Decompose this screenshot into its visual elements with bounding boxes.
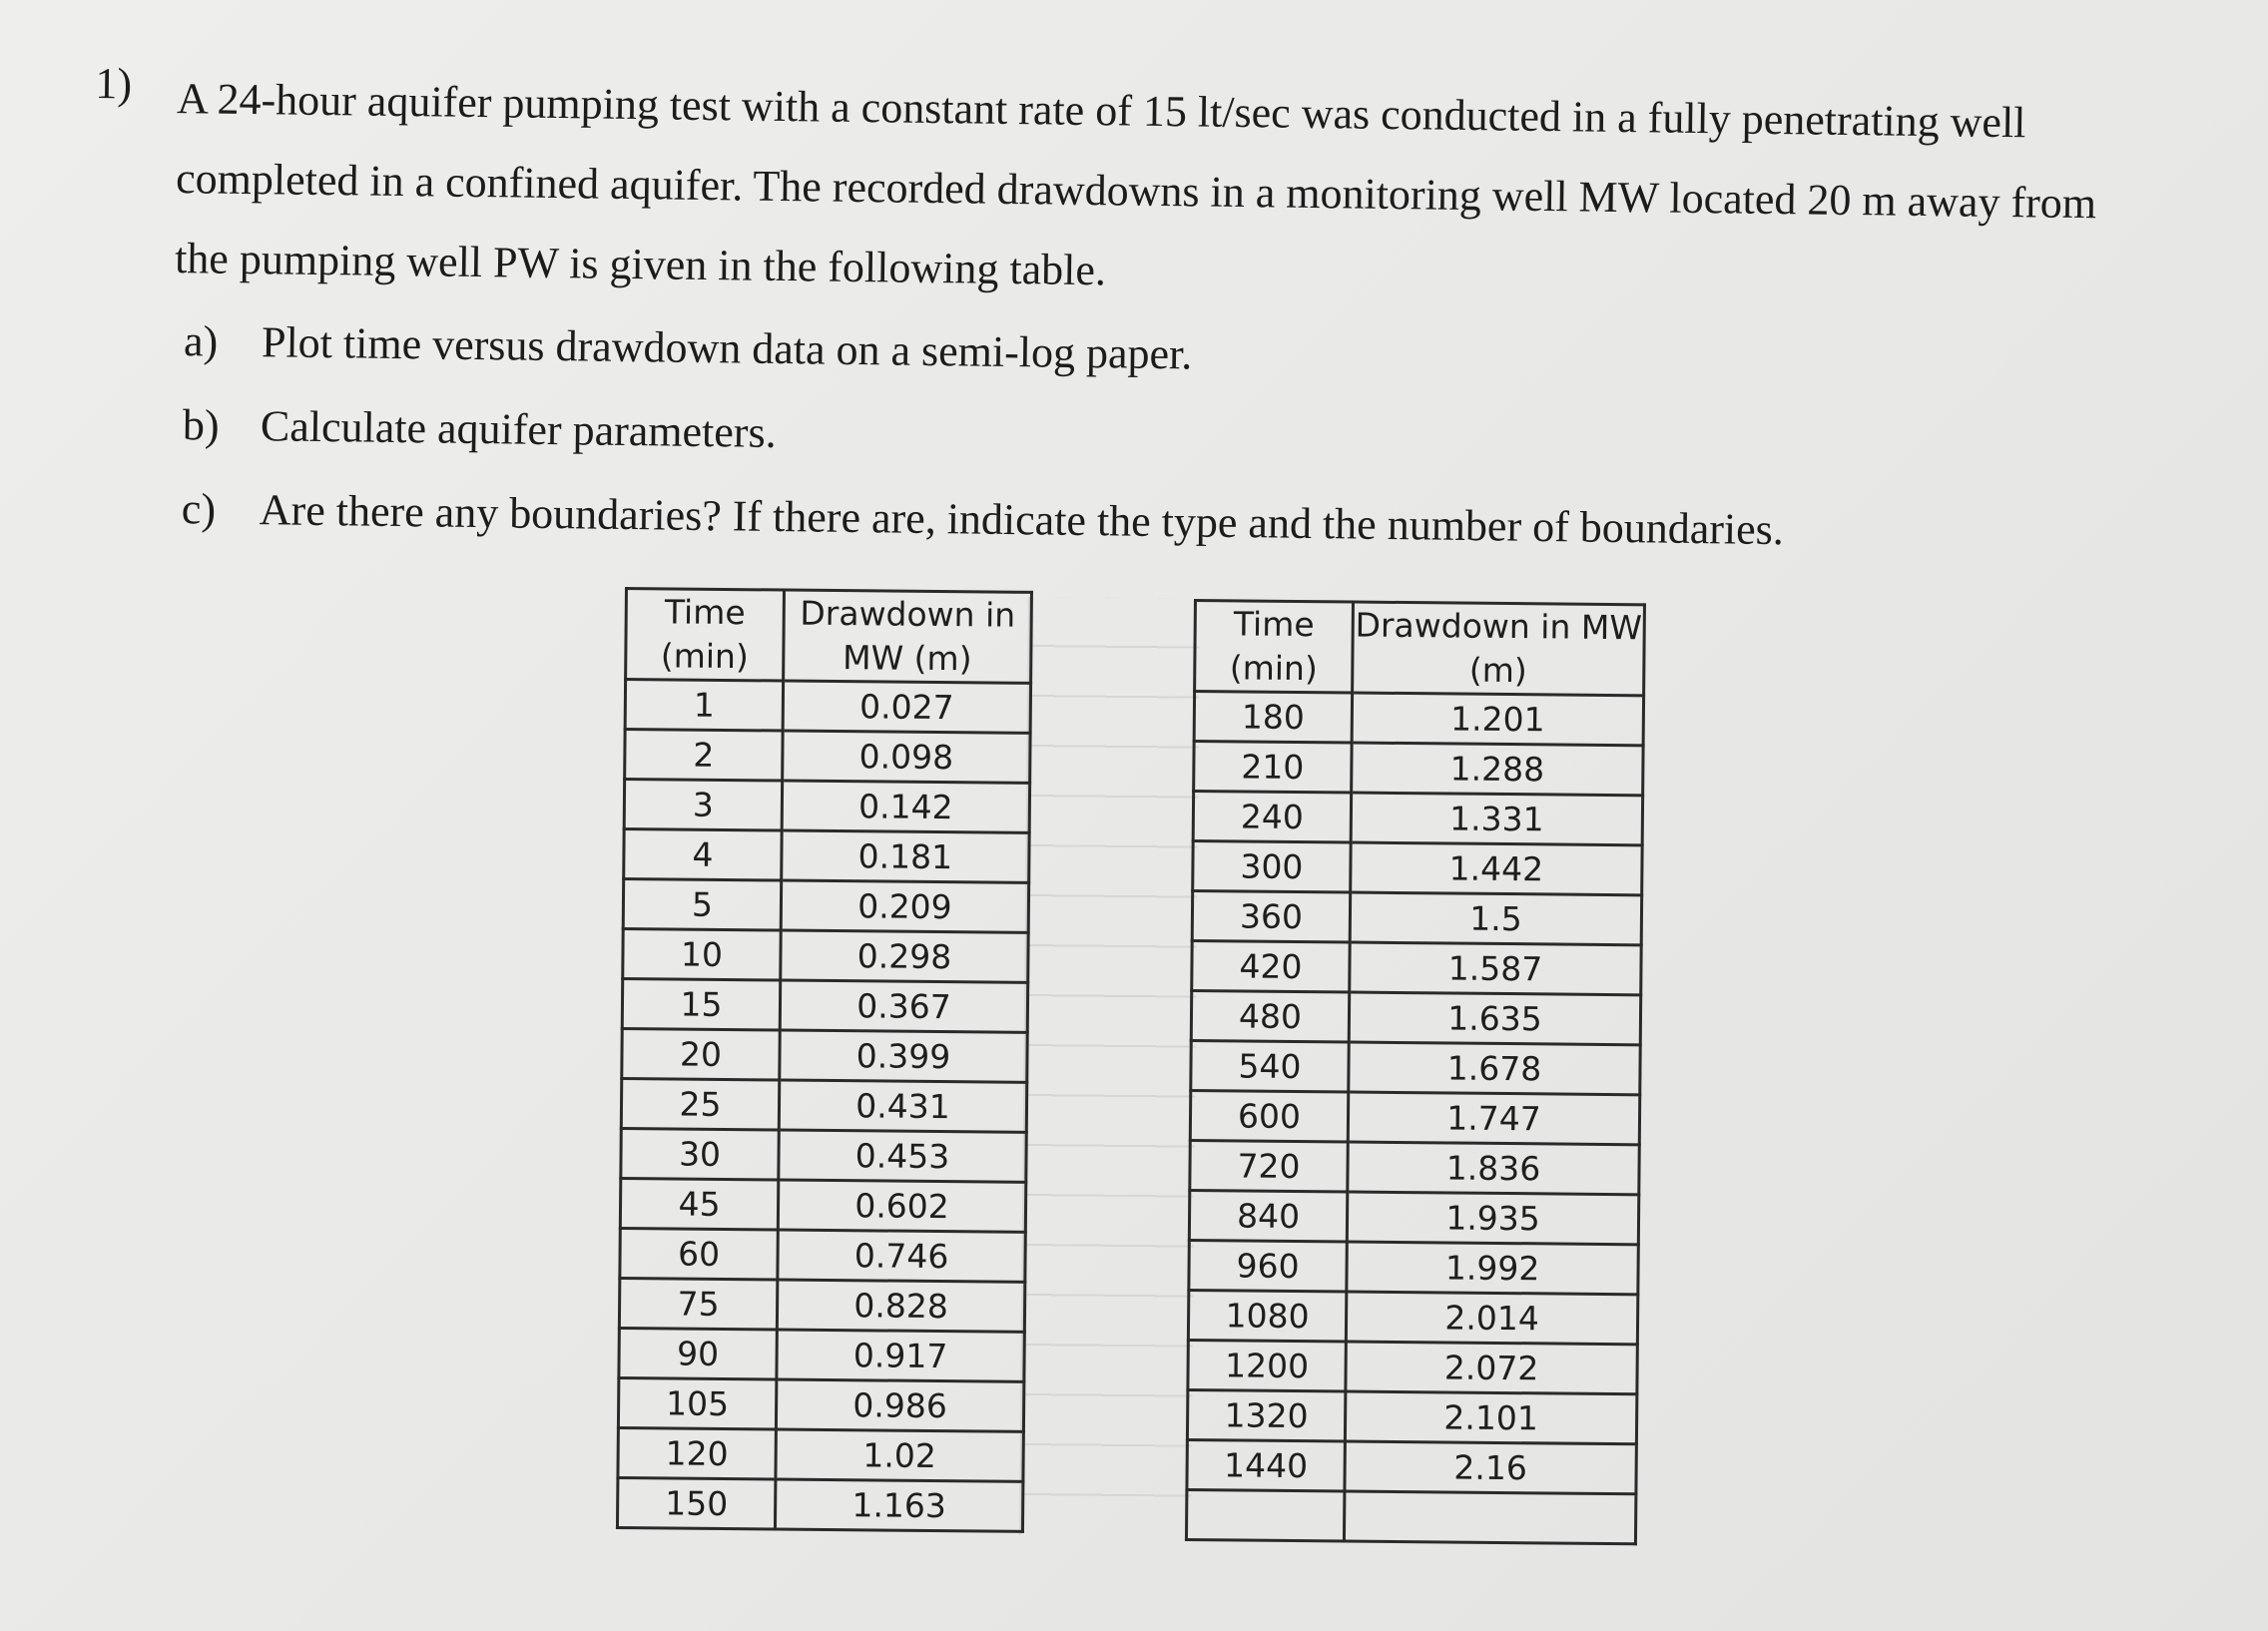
time-cell: 3 [624, 780, 782, 831]
drawdown-cell: 2.014 [1346, 1292, 1637, 1345]
time-cell: 2 [625, 730, 783, 782]
time-cell: 540 [1191, 1040, 1349, 1092]
time-cell: 1440 [1187, 1439, 1345, 1491]
drawdown-cell: 0.399 [780, 1030, 1027, 1082]
drawdown-cell: 0.098 [783, 731, 1030, 783]
time-cell: 105 [618, 1377, 776, 1429]
table-row [1194, 742, 1643, 796]
drawdown-cell: 1.935 [1347, 1192, 1638, 1245]
table-row [1192, 940, 1641, 994]
time-cell: 1080 [1188, 1290, 1346, 1342]
table-row [1187, 1439, 1636, 1493]
part-b [183, 399, 777, 458]
table-row [619, 1328, 1024, 1381]
drawdown-cell: 1.201 [1352, 693, 1643, 746]
time-cell: 1320 [1187, 1389, 1345, 1441]
time-cell: 10 [623, 928, 781, 980]
table-row [620, 1178, 1025, 1232]
part-c-marker: c) [181, 484, 217, 534]
header-drawdown: Drawdown in MW (m) [784, 590, 1032, 683]
table-row [1189, 1240, 1638, 1294]
table-row [621, 1078, 1026, 1132]
time-cell: 420 [1192, 940, 1350, 992]
table-row [621, 1128, 1026, 1182]
time-cell: 1 [625, 680, 783, 732]
table-row [1193, 841, 1642, 895]
part-a-marker: a) [183, 316, 219, 366]
time-cell: 25 [621, 1078, 779, 1130]
part-b-marker: b) [182, 400, 220, 450]
time-cell: 840 [1189, 1190, 1347, 1242]
header-time: Time (min) [1195, 601, 1354, 694]
table-row [1192, 891, 1641, 945]
drawdown-cell: 0.209 [781, 880, 1028, 932]
table-row [624, 829, 1029, 883]
time-cell: 75 [619, 1278, 777, 1330]
table-row [622, 978, 1027, 1032]
time-cell: 45 [620, 1178, 778, 1230]
table-row [1190, 1090, 1639, 1144]
header-drawdown: Drawdown in MW (m) [1353, 602, 1645, 696]
table-row [625, 730, 1030, 784]
time-cell: 20 [622, 1028, 780, 1080]
drawdown-cell: 0.027 [783, 681, 1030, 733]
part-b-text: Calculate aquifer parameters. [260, 401, 777, 457]
table-row [617, 1477, 1022, 1531]
drawdown-cell: 1.635 [1349, 992, 1640, 1045]
drawdown-cell: 1.331 [1351, 793, 1642, 845]
drawdown-cell: 0.917 [777, 1330, 1024, 1381]
drawdown-cell: 2.101 [1345, 1391, 1636, 1444]
drawdown-cell: 0.746 [778, 1230, 1025, 1282]
drawdown-cell: 0.298 [781, 930, 1028, 982]
time-cell: 5 [623, 879, 781, 931]
drawdown-cell: 0.181 [782, 830, 1029, 882]
drawdown-cell: 0.828 [777, 1280, 1024, 1332]
time-cell: 360 [1192, 891, 1350, 943]
drawdown-cell: 1.288 [1352, 743, 1643, 796]
drawdown-cell: 1.02 [776, 1429, 1023, 1481]
table-row [623, 879, 1028, 933]
drawdown-cell: 0.367 [780, 980, 1027, 1032]
time-cell [1186, 1489, 1344, 1541]
drawdown-cell: 0.431 [779, 1080, 1026, 1132]
drawdown-cell: 0.602 [778, 1180, 1025, 1232]
drawdown-table-left [616, 587, 1033, 1533]
time-cell: 60 [620, 1228, 778, 1280]
table-row [618, 1427, 1023, 1481]
part-a-text: Plot time versus drawdown data on a semi-log paper. [261, 317, 1193, 379]
drawdown-cell: 1.587 [1350, 942, 1641, 995]
drawdown-cell: 1.992 [1347, 1242, 1638, 1295]
time-cell: 4 [624, 829, 782, 881]
table-header-row [626, 589, 1032, 684]
table-row [618, 1377, 1023, 1431]
table-row [1191, 1040, 1640, 1094]
time-cell: 720 [1190, 1140, 1348, 1192]
question-text: A 24-hour aquifer pumping test with a constant rate of 15 lt/sec was conducted in a fully penetrating well completed in a confined aquifer. The recorded drawdowns in a monitoring well MW located 20 m away from the pumping well PW is given in the following table. [174, 74, 2097, 295]
drawdown-cell: 0.986 [776, 1379, 1023, 1431]
table-row [622, 1028, 1027, 1082]
header-time: Time (min) [626, 589, 785, 682]
time-cell: 960 [1189, 1240, 1347, 1292]
drawdown-cell: 1.747 [1348, 1092, 1639, 1145]
table-row [1191, 990, 1640, 1044]
time-cell: 480 [1191, 990, 1349, 1042]
time-cell: 300 [1193, 841, 1351, 893]
drawdown-table-right [1185, 599, 1646, 1545]
drawdown-cell: 1.836 [1348, 1142, 1639, 1195]
faint-gridlines [1019, 597, 1200, 1537]
drawdown-cell: 0.142 [782, 781, 1029, 832]
time-cell: 240 [1193, 792, 1351, 843]
table-row [1189, 1190, 1638, 1244]
time-cell: 120 [618, 1427, 776, 1479]
drawdown-cell: 1.442 [1351, 842, 1642, 895]
table-row [1188, 1340, 1637, 1393]
time-cell: 90 [619, 1328, 777, 1379]
time-cell: 1200 [1188, 1340, 1346, 1391]
table-row [624, 780, 1029, 833]
drawdown-cell: 2.072 [1346, 1342, 1637, 1394]
time-cell: 150 [617, 1477, 775, 1529]
table-header-row [1195, 601, 1645, 696]
table-row [619, 1278, 1024, 1332]
table-row [1188, 1290, 1637, 1344]
table-row [1194, 692, 1643, 746]
time-cell: 210 [1194, 742, 1352, 794]
drawdown-cell: 1.163 [775, 1479, 1022, 1531]
table-row [1186, 1489, 1635, 1543]
time-cell: 600 [1190, 1090, 1348, 1142]
drawdown-cell: 1.678 [1349, 1042, 1640, 1095]
question-number: 1) [95, 58, 133, 109]
table-row [625, 680, 1030, 734]
drawdown-cell: 1.5 [1350, 892, 1641, 945]
drawdown-cell: 0.453 [779, 1130, 1026, 1182]
table-row [623, 928, 1028, 982]
table-row [1193, 792, 1642, 845]
time-cell: 180 [1194, 692, 1352, 744]
table-row [1190, 1140, 1639, 1194]
drawdown-cell: 2.16 [1345, 1441, 1636, 1494]
time-cell: 15 [622, 978, 780, 1030]
time-cell: 30 [621, 1128, 779, 1180]
drawdown-cell [1344, 1491, 1635, 1544]
part-c-text: Are there any boundaries? If there are, indicate the type and the number of boundaries. [259, 485, 1785, 555]
table-row [1187, 1389, 1636, 1443]
table-row [620, 1228, 1025, 1282]
